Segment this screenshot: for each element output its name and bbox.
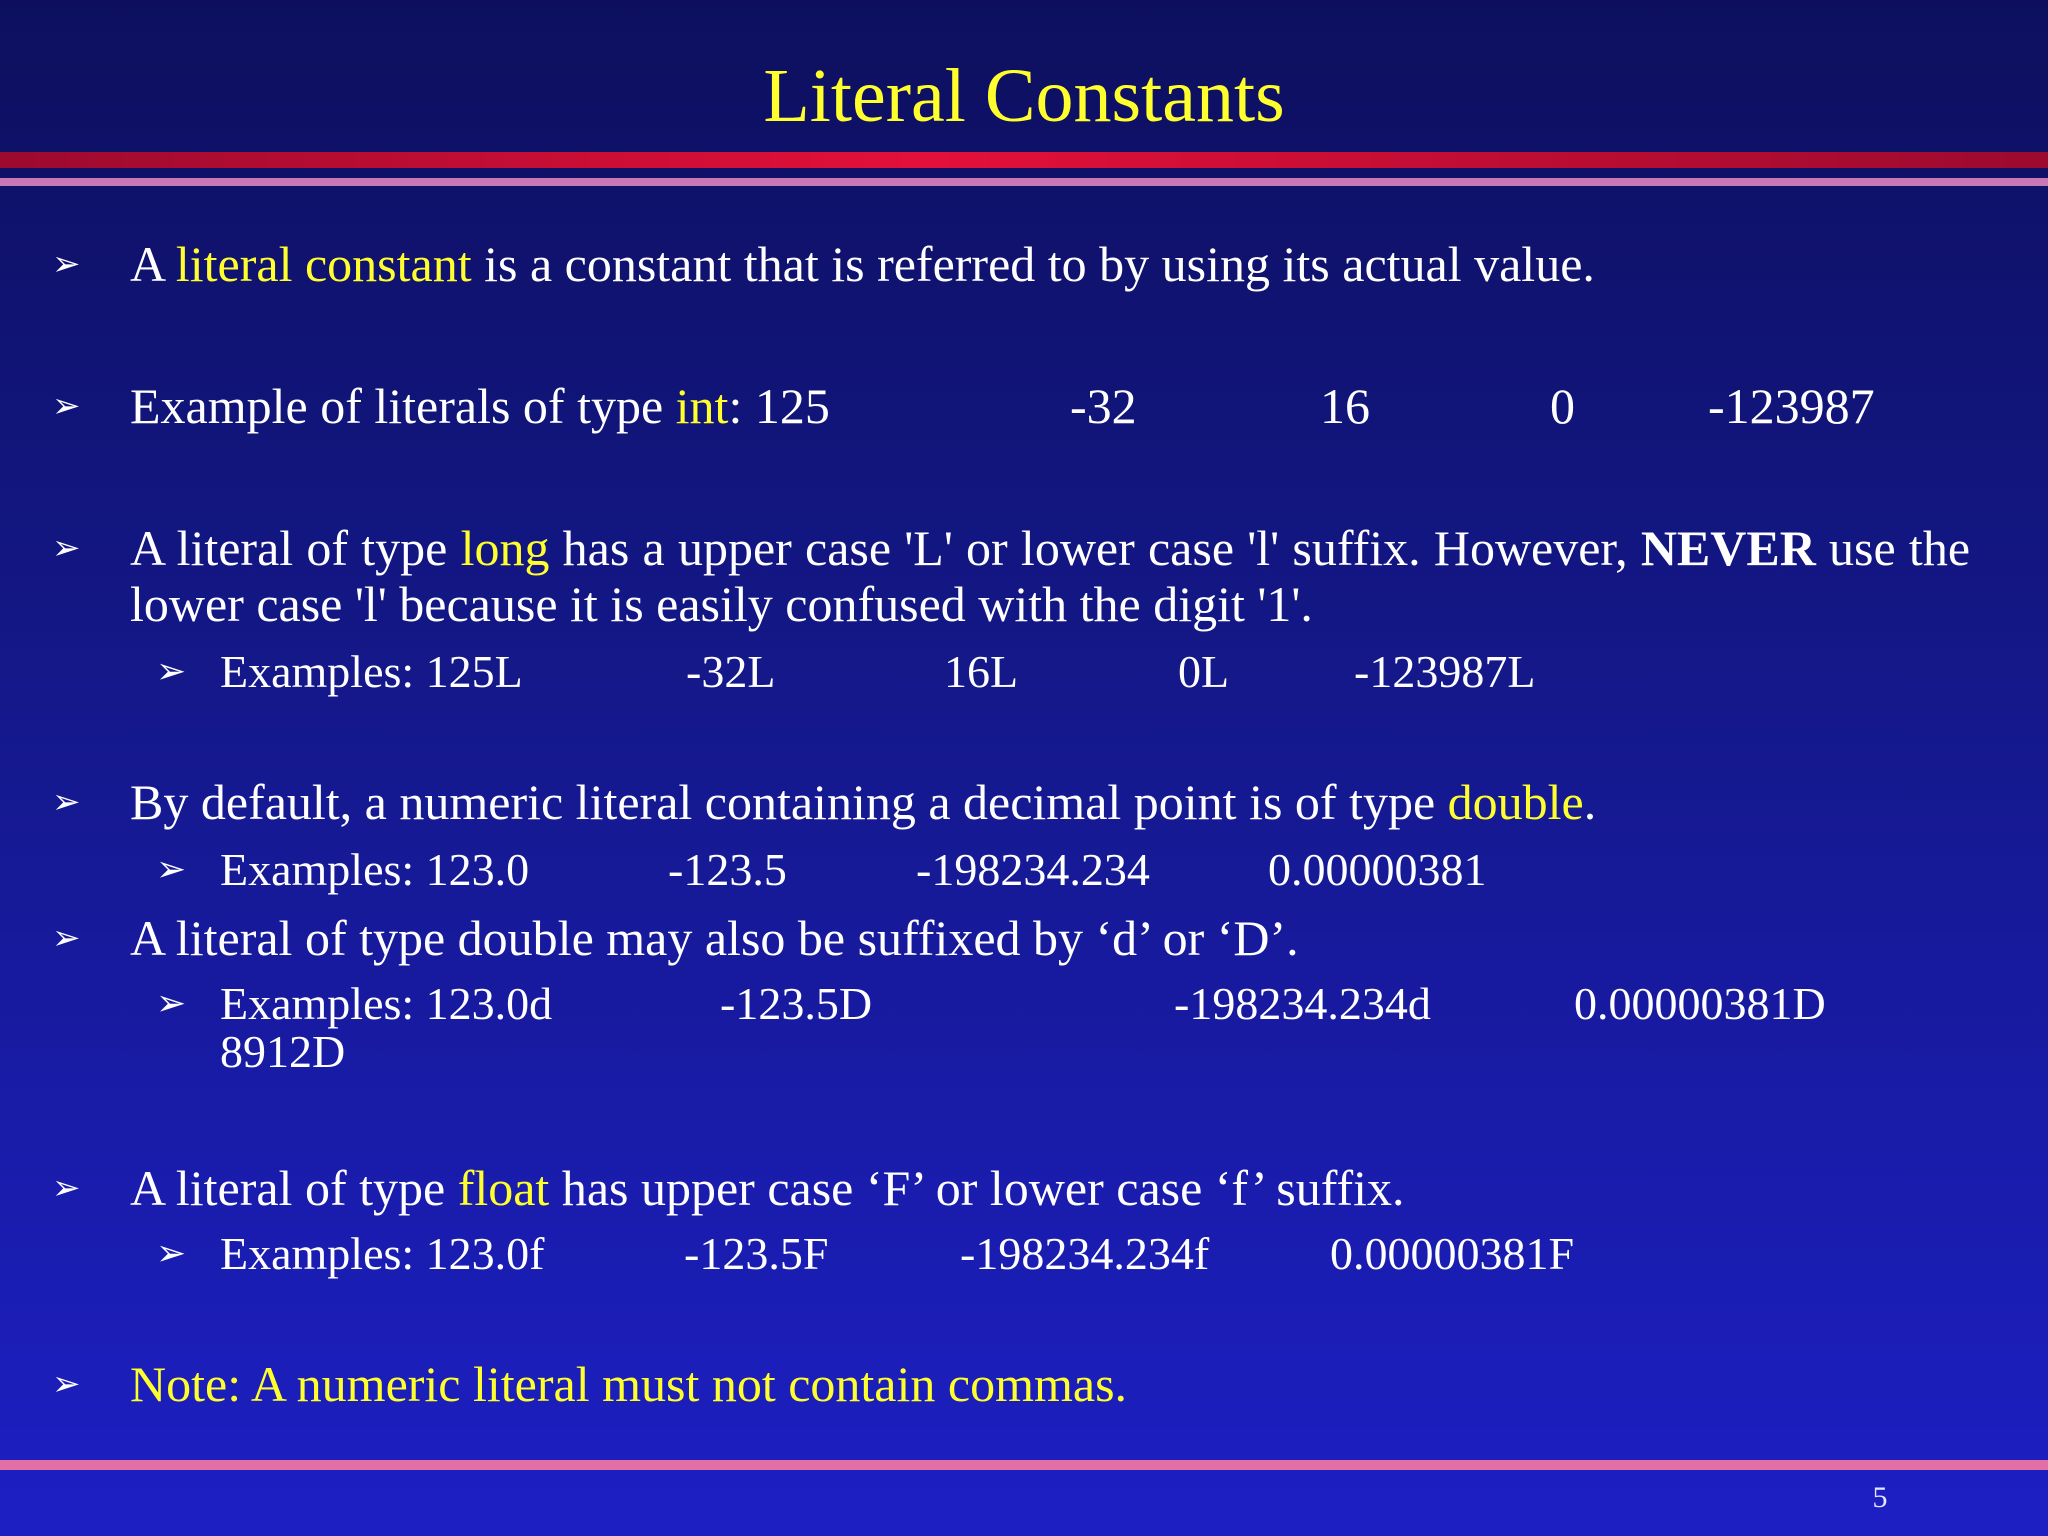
int-value: -123987 bbox=[1708, 378, 1875, 434]
int-example-label bbox=[130, 378, 830, 434]
int-value: 16 bbox=[1320, 378, 1370, 434]
highlight-term: long bbox=[460, 520, 550, 576]
int-value: -32 bbox=[1070, 378, 1137, 434]
arrow-bullet-icon: ➢ bbox=[156, 651, 187, 692]
slide-title: Literal Constants bbox=[763, 54, 1285, 138]
text: has upper case ‘F’ or lower case ‘f’ suffix. bbox=[549, 1160, 1405, 1216]
text: A literal of type bbox=[130, 1160, 458, 1216]
text: has a upper case 'L' or lower case 'l' suffix. However, bbox=[549, 520, 1641, 576]
bullet-long-definition bbox=[52, 520, 1971, 632]
double-suffix-value: -123.5D bbox=[720, 978, 873, 1029]
long-value: -32L bbox=[686, 646, 776, 697]
int-example-row bbox=[130, 378, 1970, 434]
double-examples-label: Examples: 123.0 bbox=[220, 844, 530, 895]
double-value: 0.00000381 bbox=[1268, 844, 1487, 895]
text: . bbox=[1583, 774, 1597, 830]
arrow-bullet-icon: ➢ bbox=[52, 782, 81, 822]
footer-divider bbox=[0, 1460, 2048, 1470]
arrow-bullet-icon: ➢ bbox=[52, 244, 81, 284]
sub-bullet-double-suffix-examples bbox=[156, 978, 1980, 1078]
double-suffix-examples-label: Examples: 123.0d bbox=[220, 978, 553, 1029]
int-value: 0 bbox=[1550, 378, 1575, 434]
float-examples-label: Examples: 123.0f bbox=[220, 1228, 545, 1279]
sub-bullet-long-examples bbox=[156, 646, 1980, 698]
arrow-bullet-icon: ➢ bbox=[52, 1168, 81, 1208]
highlight-term: literal constant bbox=[175, 236, 472, 292]
text: By default, a numeric literal containing a decimal point is of type bbox=[130, 774, 1448, 830]
bullet-double-definition bbox=[52, 774, 1970, 830]
arrow-bullet-icon: ➢ bbox=[52, 918, 81, 958]
highlight-term: double bbox=[1447, 774, 1584, 830]
highlight-term: float bbox=[457, 1160, 550, 1216]
emphasis-never: NEVER bbox=[1640, 520, 1816, 576]
text: A literal of type bbox=[130, 520, 461, 576]
arrow-bullet-icon: ➢ bbox=[156, 1233, 187, 1274]
highlight-term: int bbox=[675, 378, 729, 434]
double-suffix-value-wrapped: 8912D bbox=[220, 1026, 346, 1077]
float-value: -198234.234f bbox=[960, 1228, 1210, 1279]
text: use the lower case 'l' because it is easily confused with the digit '1'. bbox=[130, 520, 1971, 632]
arrow-bullet-icon: ➢ bbox=[156, 849, 187, 890]
sub-bullet-float-examples bbox=[156, 1228, 1980, 1280]
text: : 125 bbox=[728, 378, 830, 434]
double-value: -198234.234 bbox=[916, 844, 1150, 895]
arrow-bullet-icon: ➢ bbox=[52, 1364, 81, 1404]
title-divider-pink bbox=[0, 178, 2048, 186]
bullet-literal-definition bbox=[52, 236, 1970, 292]
float-value: 0.00000381F bbox=[1330, 1228, 1575, 1279]
float-value: -123.5F bbox=[684, 1228, 829, 1279]
float-examples-row bbox=[220, 1228, 1980, 1280]
long-examples-label: Examples: 125L bbox=[220, 646, 523, 697]
title-divider-red bbox=[0, 152, 2048, 168]
long-value: 16L bbox=[944, 646, 1019, 697]
long-examples-row bbox=[220, 646, 1980, 698]
double-value: -123.5 bbox=[668, 844, 787, 895]
long-value: -123987L bbox=[1354, 646, 1536, 697]
double-suffix-value: -198234.234d bbox=[1174, 978, 1431, 1029]
page-number: 5 bbox=[1872, 1481, 1888, 1514]
double-suffix-examples-wrap-row bbox=[220, 1026, 1980, 1078]
bullet-double-suffix bbox=[52, 910, 1970, 966]
double-suffix-value: 0.00000381D bbox=[1574, 978, 1826, 1029]
sub-bullet-double-examples bbox=[156, 844, 1980, 896]
bullet-float-definition bbox=[52, 1160, 1970, 1216]
bullet-note bbox=[52, 1356, 1970, 1412]
double-examples-row bbox=[220, 844, 1980, 896]
arrow-bullet-icon: ➢ bbox=[52, 386, 81, 426]
text: A bbox=[130, 236, 176, 292]
text: A literal of type double may also be suffixed by ‘d’ or ‘D’. bbox=[130, 910, 1299, 966]
bullet-int-example bbox=[52, 378, 1970, 434]
arrow-bullet-icon: ➢ bbox=[156, 983, 187, 1024]
double-suffix-examples-row bbox=[220, 978, 1980, 1030]
arrow-bullet-icon: ➢ bbox=[52, 528, 81, 568]
text: Example of literals of type bbox=[130, 378, 676, 434]
note-text: Note: A numeric literal must not contain commas. bbox=[130, 1356, 1128, 1412]
text: is a constant that is referred to by using its actual value. bbox=[471, 236, 1595, 292]
long-value: 0L bbox=[1178, 646, 1230, 697]
